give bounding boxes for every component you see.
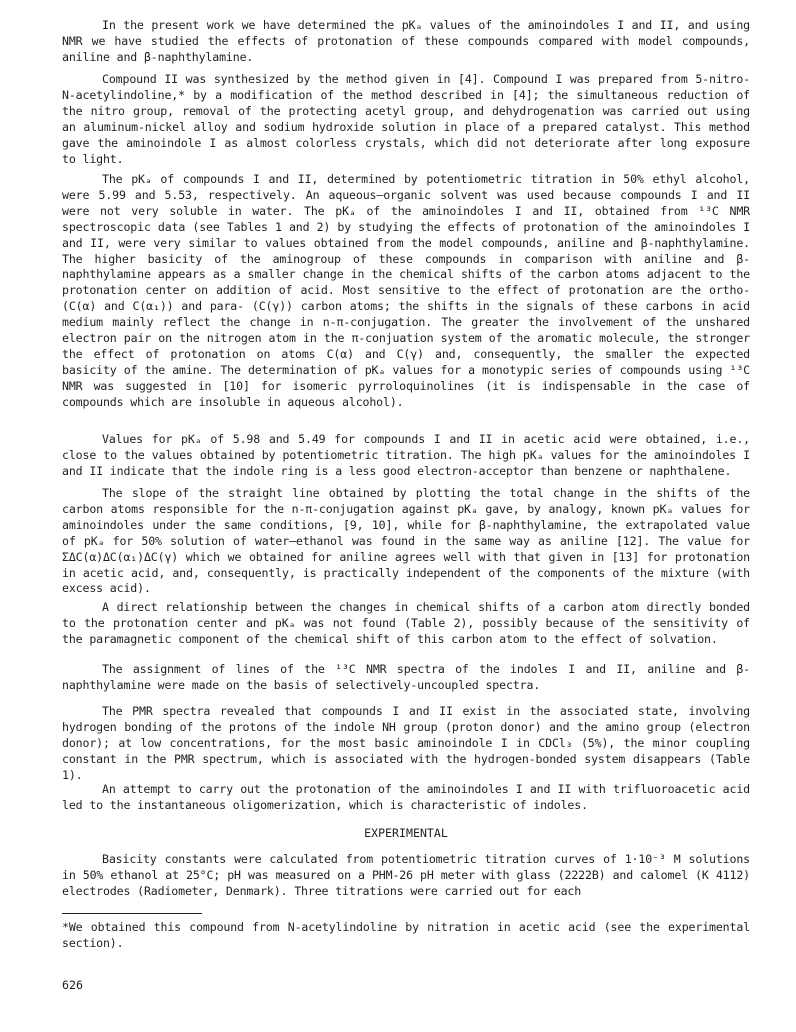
paragraph-pka-determination: The pKₐ of compounds I and II, determined by potentiometric titration in 50% ethyl alcohol, were 5.99 and 5.53, respectively. An aqueous—organic solvent was used because compounds I and II were not very soluble in water. The pKₐ of the aminoindoles I and II, obtained from ¹³C NMR spectroscopic data (see Tables 1 and 2) by studying the effects of protonation of the aminoindoles I and II, were very similar to values obtained from the model compounds, aniline and β-naphthylamine. The higher basicity of the aminogroup of these compounds in comparison with aniline and β-naphthylamine appears as a smaller change in the chemical shifts of the carbon atoms adjacent to the protonation center on addition of acid. Most sensitive to the effect of protonation are the ortho- (C(α) and C(α₁)) and para- (C(γ)) carbon atoms; the shifts in the signals of these carbons in acid medium mainly reflect the change in n-π-conjugation. The greater the involvement of the unshared electron pair on the nitrogen atom in the π-conjuation system of the aromatic molecule, the stronger the effect of protonation on atoms C(α) and C(γ) and, consequently, the smaller the expected basicity of the amine. The determination of pKₐ values for a monotypic series of compounds using ¹³C NMR was suggested in [10] for isomeric pyrroloquinolines (it is indispensable in the case of compounds which are insoluble in aqueous alcohol).: [62, 172, 750, 409]
paragraph-trifluoroacetic: An attempt to carry out the protonation of the aminoindoles I and II with trifluoroacetic acid led to the instantaneous oligomerization, which is characteristic of indoles.: [62, 782, 750, 812]
paragraph-pmr-spectra: The PMR spectra revealed that compounds I and II exist in the associated state, involving hydrogen bonding of the protons of the indole NH group (proton donor) and the amino group (electron donor); at low concentrations, for the most basic aminoindole I in CDCl₃ (5%), the minor coupling constant in the PMR spectrum, which is associated with the hydrogen-bonded system disappears (Table 1).: [62, 704, 750, 782]
footnote-divider: [62, 913, 202, 914]
paragraph-direct-relationship: A direct relationship between the changes in chemical shifts of a carbon atom directly bonded to the protonation center and pKₐ was not found (Table 2), possibly because of the sensitivity of the paramagnetic component of the chemical shift of this carbon atom to the effect of solvation.: [62, 600, 750, 646]
paragraph-experimental: Basicity constants were calculated from potentiometric titration curves of 1·10⁻³ M solutions in 50% ethanol at 25°C; pH was measured on a PHM-26 pH meter with glass (2222B) and calomel (K 4112) electrodes (Radiometer, Denmark). Three titrations were carried out for each: [62, 852, 750, 898]
paragraph-slope: The slope of the straight line obtained by plotting the total change in the shifts of the carbon atoms responsible for the n-π-conjugation against pKₐ gave, by analogy, known pKₐ values for aminoindoles under the same conditions, [9, 10], while for β-naphthylamine, the extrapolated value of pKₐ for 50% solution of water—ethanol was found in the same way as aniline [12]. The value for ΣΔC(α)ΔC(α₁)ΔC(γ) which we obtained for aniline agrees well with that given in [13] for protonation in acetic acid, and, consequently, is practically independent of the components of the mixture (with excess acid).: [62, 486, 750, 596]
paragraph-synthesis: Compound II was synthesized by the method given in [4]. Compound I was prepared from 5-nitro-N-acetylindoline,* by a modification of the method described in [4]; the simultaneous reduction of the nitro group, removal of the protecting acetyl group, and dehydrogenation was carried out using an aluminum-nickel alloy and sodium hydroxide solution in place of a prepared catalyst. This method gave the aminoindole I as almost colorless crystals, which did not deteriorate after long exposure to light.: [62, 72, 750, 166]
paragraph-assignment: The assignment of lines of the ¹³C NMR spectra of the indoles I and II, aniline and β-naphthylamine were made on the basis of selectively-uncoupled spectra.: [62, 662, 750, 692]
footnote: *We obtained this compound from N-acetylindoline by nitration in acetic acid (see the experimental section).: [62, 920, 750, 950]
page-number: 626: [62, 978, 83, 992]
paragraph-intro: In the present work we have determined the pKₐ values of the aminoindoles I and II, and using NMR we have studied the effects of protonation of these compounds compared with model compounds, aniline and β-naphthylamine.: [62, 18, 750, 64]
paragraph-acetic-acid-values: Values for pKₐ of 5.98 and 5.49 for compounds I and II in acetic acid were obtained, i.e., close to the values obtained by potentiometric titration. The high pKₐ values for the aminoindoles I and II indicate that the indole ring is a less good electron-acceptor than benzene or naphthalene.: [62, 432, 750, 478]
section-heading-experimental: EXPERIMENTAL: [364, 826, 448, 840]
